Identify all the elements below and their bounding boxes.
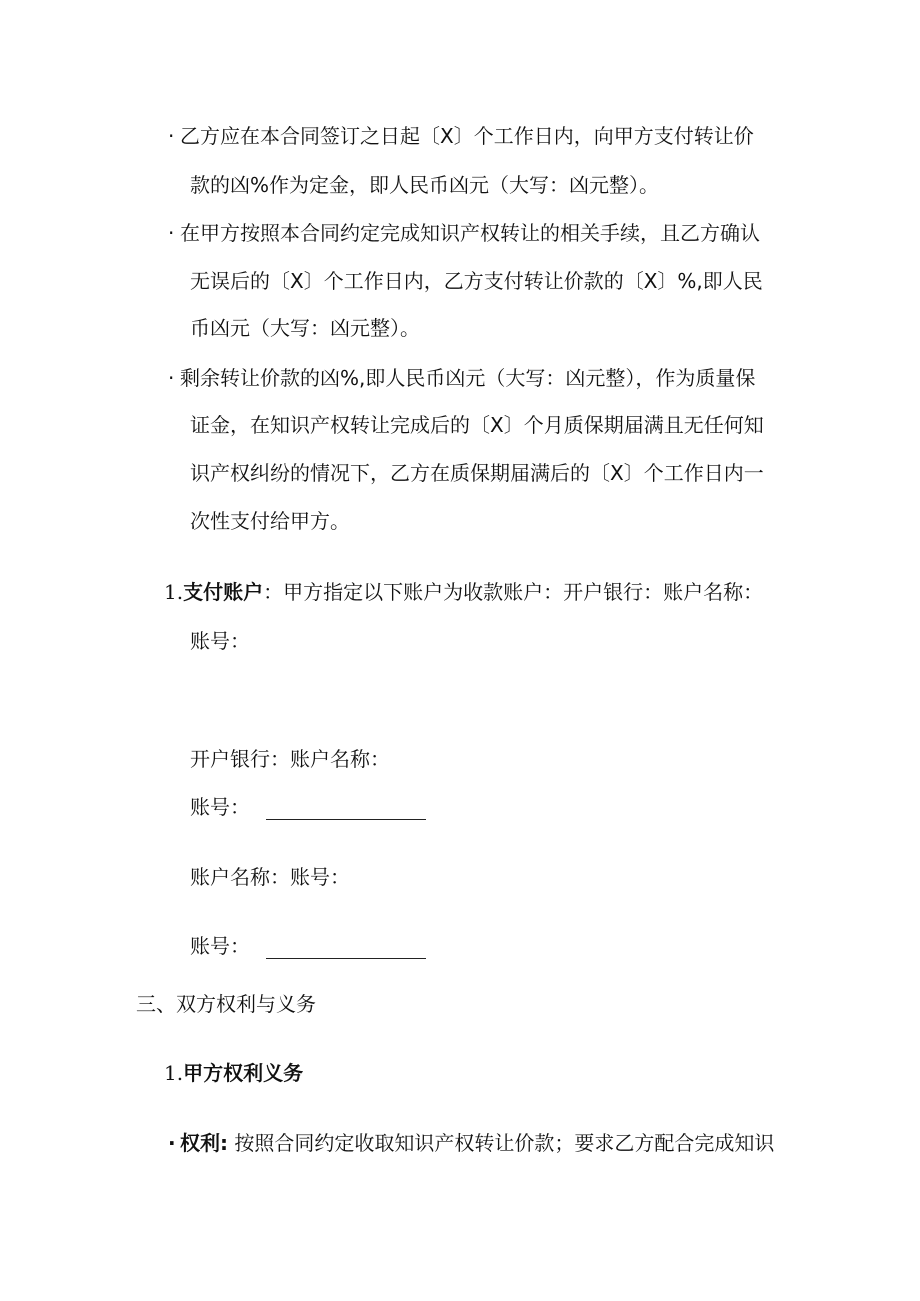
account-name-line: 账户名称：账号： bbox=[190, 865, 350, 889]
account-number-label: 账号： bbox=[190, 629, 250, 653]
list-number: 1. bbox=[164, 1061, 184, 1085]
bullet-item-3-line-4: 次性支付给甲方。 bbox=[190, 509, 350, 533]
account-number-line-3 bbox=[190, 932, 426, 960]
bullet-dot: · bbox=[168, 366, 175, 390]
bullet-dot: · bbox=[168, 221, 175, 245]
bullet-item-3-line-3: 识产权纠纷的情况下，乙方在质保期届满后的〔X〕个工作日内一 bbox=[190, 461, 764, 485]
bullet-item-1-line-2: 款的凶%作为定金，即人民币凶元（大写：凶元整）。 bbox=[190, 173, 660, 197]
bank-line: 开户银行：账户名称： bbox=[190, 747, 390, 771]
payment-heading-label: 支付账户 bbox=[183, 580, 264, 604]
bullet-dot: · bbox=[168, 1131, 176, 1155]
subsection-heading bbox=[164, 1059, 303, 1087]
bullet-item-3-line-2: 证金，在知识产权转让完成后的〔X〕个月质保期届满且无任何知 bbox=[190, 413, 764, 437]
rights-text: 按照合同约定收取知识产权转让价款；要求乙方配合完成知识 bbox=[228, 1131, 775, 1155]
rights-label: 权利: bbox=[180, 1131, 228, 1155]
account-number-blank[interactable] bbox=[266, 936, 426, 959]
paragraph-text: 在甲方按照本合同约定完成知识产权转让的相关手续，且乙方确认 bbox=[180, 221, 760, 245]
bullet-dot: · bbox=[168, 124, 175, 148]
list-number: 1. bbox=[164, 580, 184, 604]
bullet-item-2-line-3: 币凶元（大写：凶元整）。 bbox=[190, 316, 420, 340]
bullet-item-3-line-1 bbox=[168, 364, 755, 392]
bullet-item-1-line-1 bbox=[168, 122, 754, 150]
account-number-line-2 bbox=[190, 793, 426, 821]
paragraph-text: 乙方应在本合同签订之日起〔X〕个工作日内，向甲方支付转让价 bbox=[180, 124, 754, 148]
rights-line bbox=[168, 1129, 774, 1157]
payment-account-heading bbox=[164, 578, 763, 606]
account-number-label-3: 账号： bbox=[190, 934, 250, 958]
payment-heading-text: ：甲方指定以下账户为收款账户：开户银行：账户名称： bbox=[263, 580, 764, 604]
section-title: 三、双方权利与义务 bbox=[136, 992, 316, 1016]
subsection-title: 甲方权利义务 bbox=[183, 1061, 304, 1085]
paragraph-text: 剩余转让价款的凶%,即人民币凶元（大写：凶元整），作为质量保 bbox=[180, 366, 756, 390]
account-number-label-2: 账号： bbox=[190, 795, 250, 819]
account-number-blank[interactable] bbox=[266, 797, 426, 820]
bullet-item-2-line-2: 无误后的〔X〕个工作日内，乙方支付转让价款的〔X〕%,即人民 bbox=[190, 269, 763, 293]
bullet-item-2-line-1 bbox=[168, 219, 760, 247]
